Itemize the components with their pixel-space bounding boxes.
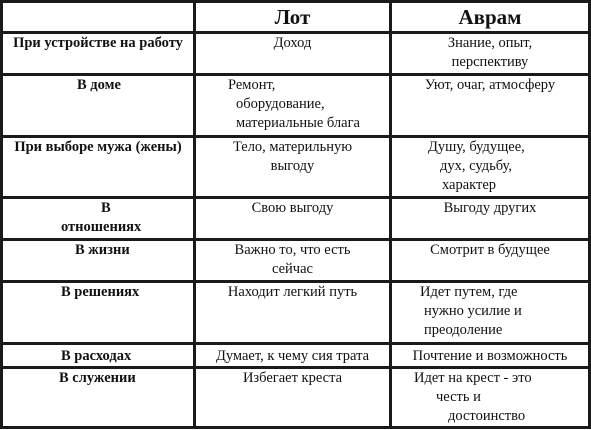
lot-cell-line: Свою выгоду xyxy=(251,200,334,216)
table-row xyxy=(0,199,591,241)
lot-cell-line: Избегает креста xyxy=(242,370,343,386)
row-label xyxy=(0,283,196,345)
row-label-line: В служении xyxy=(59,370,136,386)
avram-cell xyxy=(392,345,591,369)
lot-cell-line: Доход xyxy=(273,35,312,51)
avram-cell-line: Смотрит в будущее xyxy=(430,242,550,258)
row-label xyxy=(0,241,196,283)
lot-cell-line: Думает, к чему сия трата xyxy=(215,348,370,364)
row-label-line: (жены) xyxy=(135,139,182,155)
row-label-line: В жизни xyxy=(75,242,130,258)
avram-cell-line: дух, судьбу, xyxy=(440,158,512,174)
row-label-line: отношениях xyxy=(61,219,142,235)
avram-cell-line: преодоление xyxy=(424,322,503,338)
row-label xyxy=(0,369,196,429)
row-label-line: При устройстве на xyxy=(13,35,136,51)
row-label xyxy=(0,34,196,76)
lot-cell-line: Ремонт, xyxy=(228,77,276,93)
row-label xyxy=(0,345,196,369)
lot-cell xyxy=(196,76,392,138)
lot-cell-line: Находит легкий путь xyxy=(227,284,358,300)
row-label xyxy=(0,138,196,199)
avram-cell-line: Знание, опыт, xyxy=(447,35,533,51)
avram-cell-line: перспективу xyxy=(451,54,529,70)
header-lot: Лот xyxy=(196,0,392,34)
avram-cell-line: нужно усилие и xyxy=(424,303,522,319)
avram-cell-line: Уют, очаг, атмосферу xyxy=(424,77,556,93)
lot-cell xyxy=(196,369,392,429)
lot-cell xyxy=(196,345,392,369)
lot-cell xyxy=(196,283,392,345)
lot-cell-line: оборудование, xyxy=(236,96,325,112)
header-empty-cell xyxy=(0,0,196,34)
avram-cell xyxy=(392,138,591,199)
lot-cell xyxy=(196,199,392,241)
row-label xyxy=(0,76,196,138)
avram-cell-line: Идет путем, где xyxy=(420,284,518,300)
table-header-row xyxy=(0,0,591,34)
lot-cell-line: выгоду xyxy=(270,158,315,174)
avram-cell-line: Душу, будущее, xyxy=(428,139,525,155)
row-label-line: работу xyxy=(139,35,183,51)
lot-cell xyxy=(196,34,392,76)
lot-cell xyxy=(196,138,392,199)
lot-cell-line: материальные блага xyxy=(236,115,360,131)
table-row xyxy=(0,138,591,199)
table-row xyxy=(0,76,591,138)
avram-cell-line: характер xyxy=(442,177,497,193)
lot-cell-line: сейчас xyxy=(272,261,313,277)
table-row xyxy=(0,283,591,345)
row-label xyxy=(0,199,196,241)
avram-cell-line: Почтение и возможность xyxy=(412,348,568,364)
row-label-line: В расходах xyxy=(61,348,132,364)
table-row xyxy=(0,369,591,429)
header-avram: Аврам xyxy=(392,0,591,34)
avram-cell xyxy=(392,241,591,283)
lot-cell-line: Важно то, что есть xyxy=(234,242,351,258)
avram-cell xyxy=(392,34,591,76)
row-label-line: В решениях xyxy=(61,284,140,300)
avram-cell-line: Идет на крест - это xyxy=(414,370,532,386)
avram-cell xyxy=(392,199,591,241)
lot-cell xyxy=(196,241,392,283)
avram-cell xyxy=(392,369,591,429)
table-row xyxy=(0,34,591,76)
table-row xyxy=(0,241,591,283)
avram-cell xyxy=(392,283,591,345)
avram-cell xyxy=(392,76,591,138)
row-label-line: В xyxy=(101,200,111,216)
avram-cell-line: Выгоду других xyxy=(443,200,537,216)
row-label-line: В доме xyxy=(77,77,121,93)
row-label-line: При выборе мужа xyxy=(14,139,132,155)
avram-cell-line: честь и xyxy=(436,389,481,405)
avram-cell-line: достоинство xyxy=(448,408,526,424)
lot-cell-line: Тело, материльную xyxy=(232,139,353,155)
table-row xyxy=(0,345,591,369)
